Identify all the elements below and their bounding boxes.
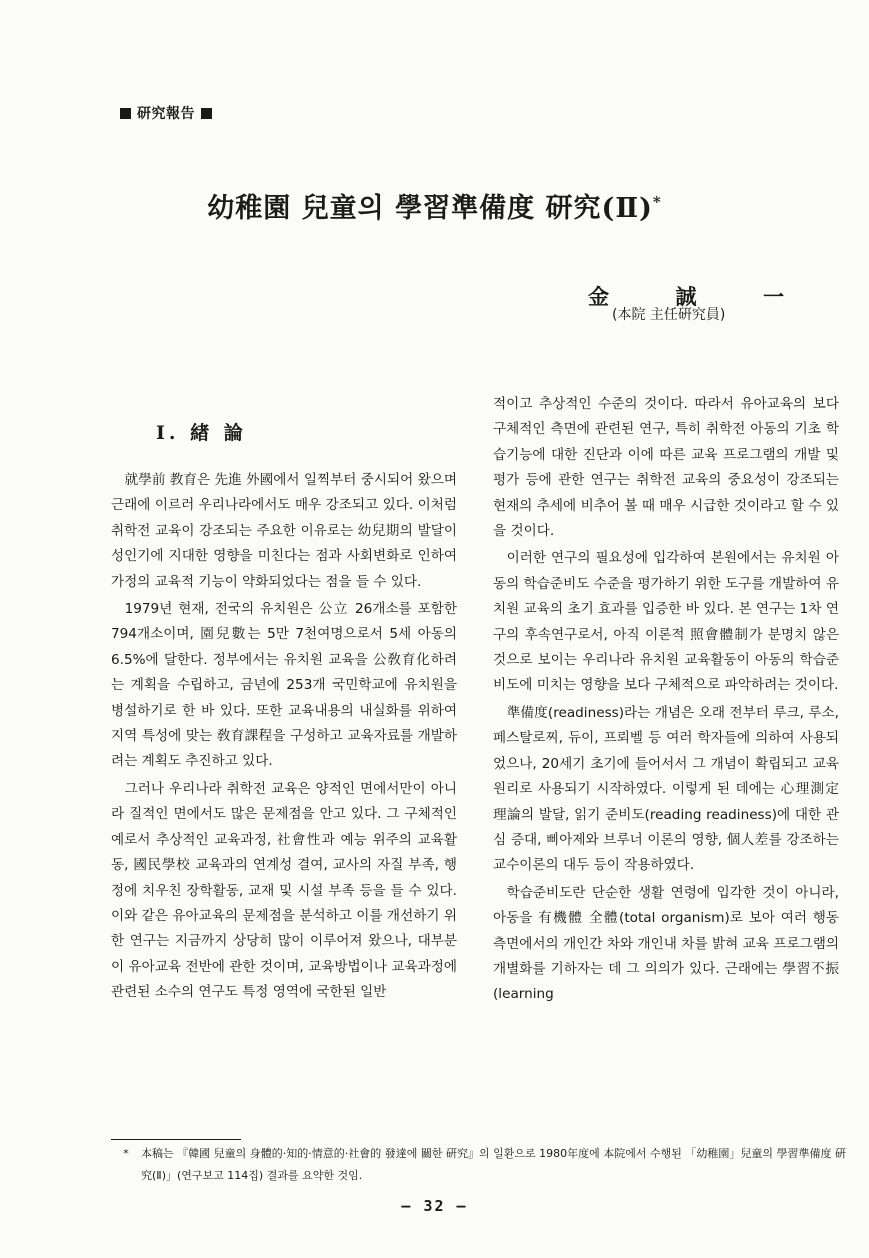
title-footnote-mark: * xyxy=(652,193,662,211)
page-number: — 32 — xyxy=(401,1197,468,1215)
footnote-text: 本稿는 『韓國 兒童의 身體的·知的·情意的·社會的 發達에 關한 硏究』의 일환으로 1980年度에 本院에서 수행된 「幼稚園」兒童의 學習準備度 硏究(Ⅱ)」(연구보고 114집) 결과를 요약한 것임. xyxy=(141,1147,846,1182)
series-label xyxy=(120,103,212,123)
body-paragraph: 학습준비도란 단순한 생활 연령에 입각한 것이 아니라, 아동을 有機體 全體(total organism)로 보아 여러 행동 측면에서의 개인간 차와 개인내 차를 밝혀 교육 프로그램의 개별화를 기하자는 데 그 의의가 있다. 근래에는 學習不振(learning xyxy=(493,884,839,1003)
footnote xyxy=(111,1143,846,1187)
body-paragraph: 準備度(readiness)라는 개념은 오래 전부터 루크, 루소, 페스탈로찌, 듀이, 프뢰벨 등 여러 학자들에 의하여 사용되었으나, 20세기 초기에 들어서서 그 개념이 확립되고 교육원리로 사용되기 시작하였다. 이렇게 된 데에는 心理測定理論의 발달, 읽기 준비도(reading readiness)에 대한 관심 증대, 삐아제와 브루너 이론의 영향, 個人差를 강조하는 교수이론의 대두 등이 작용하였다. xyxy=(493,704,839,874)
body-paragraph-continued: 적이고 추상적인 수준의 것이다. 따라서 유아교육의 보다 구체적인 측면에 관련된 연구, 특히 취학전 아동의 기초 학습기능에 대한 진단과 이에 따른 교육 프로그램의 개발 및 평가 등에 관한 연구는 취학전 교육의 중요성이 강조되는 현재의 추세에 비추어 볼 때 매우 시급한 것이라고 할 수 있을 것이다. xyxy=(493,396,839,540)
footnote-mark: * xyxy=(123,1147,129,1160)
body-paragraph: 就學前 教育은 先進 外國에서 일찍부터 중시되어 왔으며 근래에 이르러 우리나라에서도 매우 강조되고 있다. 이처럼 취학전 교육이 강조되는 주요한 이유로는 幼兒期의 발달이 성인기에 지대한 영향을 미친다는 점과 사회변화로 인하여 가정의 교육적 기능이 약화되었다는 점을 들 수 있다. xyxy=(111,472,457,590)
body-column-right xyxy=(493,392,839,1010)
series-label-text: 研究報告 xyxy=(137,106,195,122)
square-bullet-icon xyxy=(120,108,131,119)
body-paragraph: 그러나 우리나라 취학전 교육은 양적인 면에서만이 아니라 질적인 면에서도 많은 문제점을 안고 있다. 그 구체적인 예로서 추상적인 교육과정, 社會性과 예능 위주의 교육활동, 國民學校 교육과의 연계성 결여, 교사의 자질 부족, 행정에 치우친 장학활동, 교재 및 시설 부족 등을 들 수 있다. 이와 같은 유아교육의 문제점을 분석하고 이를 개선하기 위한 연구는 지금까지 상당히 많이 이루어져 왔으나, 대부분이 유아교육 전반에 관한 것이며, 교육방법이나 교육과정에 관련된 소수의 연구도 특정 영역에 국한된 일반 xyxy=(111,780,457,1001)
body-column-left xyxy=(111,418,457,1008)
author-affiliation: (本院 主任硏究員) xyxy=(612,307,726,323)
author-name-char: 一 xyxy=(763,284,784,309)
author-name-char: 金 xyxy=(588,284,609,309)
body-paragraph: 1979년 현재, 전국의 유치원은 公立 26개소를 포함한 794개소이며, 園兒數는 5만 7천여명으로서 5세 아동의 6.5%에 달한다. 정부에서는 유치원 교육을 公敎育化하려는 계획을 수립하고, 금년에 253개 국민학교에 유치원을 병설하기로 한 바 있다. 또한 교육내용의 내실화를 위하여 지역 특성에 맞는 敎育課程을 구성하고 교육자료를 개발하려는 계획도 추진하고 있다. xyxy=(111,601,457,770)
article-title xyxy=(0,186,869,225)
section-heading: Ⅰ. 緖 論 xyxy=(156,422,247,444)
square-bullet-icon xyxy=(201,108,212,119)
body-paragraph: 이러한 연구의 필요성에 입각하여 본원에서는 유치원 아동의 학습준비도 수준을 평가하기 위한 도구를 개발하여 유치원 교육의 초기 효과를 입증한 바 있다. 본 연구는 1차 연구의 후속연구로서, 아직 이론적 照會體制가 분명치 않은 것으로 보이는 우리나라 유치원 교육활동이 아동의 학습준비도에 미치는 영향을 보다 구체적으로 파악하려는 것이다. xyxy=(493,550,839,694)
article-title-text: 幼稚園 兒童의 學習準備度 研究(Ⅱ) xyxy=(207,193,653,224)
author-name-char: 誠 xyxy=(675,284,697,309)
footnote-divider xyxy=(111,1139,241,1140)
